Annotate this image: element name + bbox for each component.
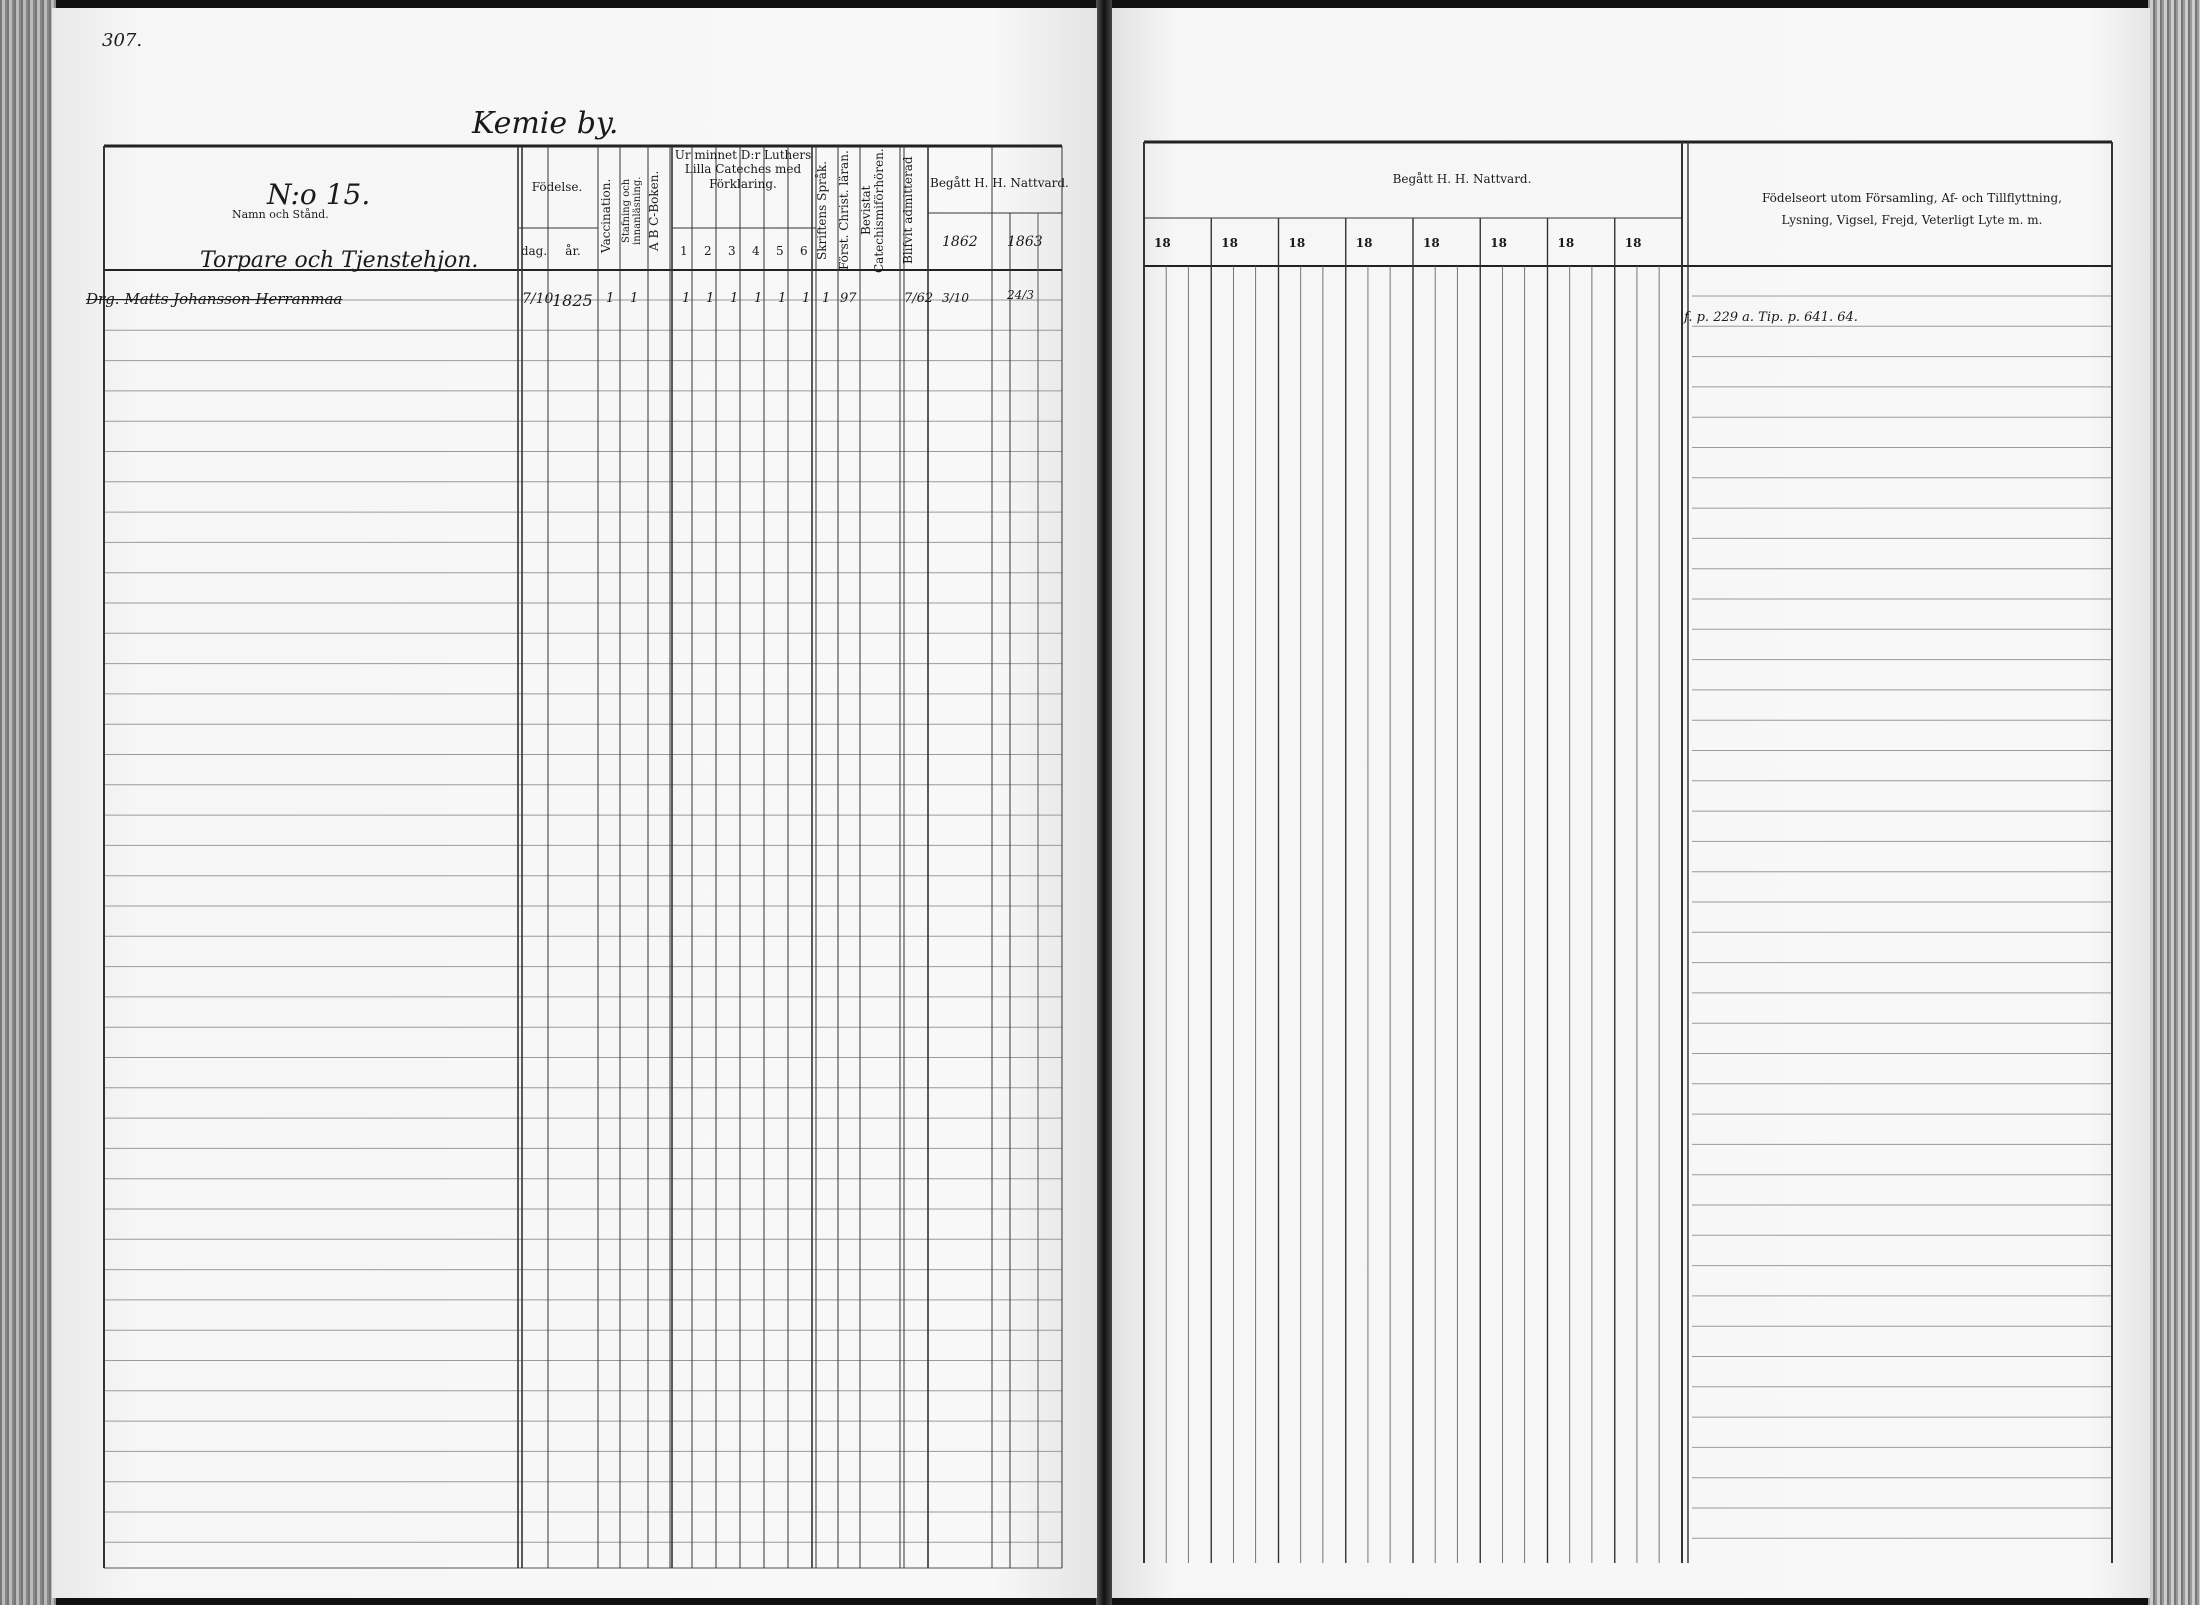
communion-year-column-1: 18 (1154, 236, 1171, 250)
communion-year-column-2: 18 (1221, 236, 1238, 250)
communion-year-column-8: 18 (1624, 236, 1642, 250)
scripture-header: Skriftens Språk. (815, 161, 829, 261)
book-edge-left (0, 0, 56, 1605)
communion-year-column-6: 18 (1490, 236, 1507, 250)
place-heading: Kemie by. (472, 106, 619, 141)
book-gutter (1096, 0, 1112, 1605)
entry-christian-doctrine: 97 (840, 291, 857, 306)
catechism-part-2: 2 (704, 244, 712, 258)
communion-header-right: Begått H. H. Nattvard. (1392, 172, 1532, 186)
entry-notes: f. p. 229 a. Tip. p. 641. 64. (1684, 310, 1858, 325)
right-page (1112, 8, 2150, 1598)
admitted-header: Blifvit admitterad (901, 156, 915, 265)
communion-year-column-3: 18 (1288, 236, 1306, 250)
communion-year-1862: 1862 (942, 234, 978, 250)
communion-header-left: Begått H. H. Nattvard. (930, 176, 1069, 190)
name-header: Namn och Stånd. (232, 208, 329, 221)
birth-year-header: år. (565, 244, 581, 258)
birth-header: Födelse. (531, 180, 583, 194)
catechism-mark: 1 (754, 291, 763, 306)
entry-vaccination: 1 (606, 291, 615, 306)
catechism-mark: 1 (682, 291, 691, 306)
reading-header: Stafning och innanläsning. (621, 176, 643, 245)
book-edge-right (2148, 0, 2200, 1605)
entry-birth-day: 7/10 (522, 291, 554, 307)
communion-year-column-5: 18 (1423, 236, 1440, 250)
household-status: Torpare och Tjenstehjon. (200, 248, 479, 273)
catechism-mark: 1 (730, 291, 739, 306)
catechism-part-1: 1 (680, 244, 688, 258)
catechism-mark: 1 (706, 291, 715, 306)
catechism-part-6: 6 (800, 244, 808, 258)
catechism-part-3: 3 (728, 244, 736, 258)
catechism-hearing-header: Bevistat Catechismiförhören. (859, 148, 887, 273)
entry-communion-1863: 24/3 (1007, 288, 1034, 302)
entry-name: Drg. Matts Johansson Herranmaa (86, 290, 343, 308)
christian-doctrine-header: Först. Christ. läran. (837, 150, 851, 271)
communion-year-column-7: 18 (1557, 236, 1575, 250)
entry-birth-year: 1825 (552, 291, 593, 310)
entry-scripture: 1 (822, 291, 831, 306)
entry-communion-1862: 3/10 (942, 291, 969, 305)
communion-year-1863: 1863 (1007, 234, 1043, 250)
catechism-part-4: 4 (752, 244, 760, 258)
abc-header: A B C-Boken. (647, 170, 661, 251)
entry-admitted: 7/62 (904, 291, 934, 306)
catechism-part-5: 5 (776, 244, 784, 258)
notes-header: Födelseort utom Församling, Af- och Tillflyttning, Lysning, Vigsel, Frejd, Veterligt Lyte m. m. (1762, 191, 2062, 227)
page-number: 307. (102, 30, 143, 51)
catechism-mark: 1 (802, 291, 811, 306)
left-page (52, 8, 1097, 1598)
communion-year-column-4: 18 (1355, 236, 1373, 250)
entry-reading: 1 (630, 291, 639, 306)
birth-day-header: dag. (520, 244, 548, 258)
catechism-mark: 1 (778, 291, 787, 306)
household-number: N:o 15. (267, 178, 371, 211)
vaccination-header: Vaccination. (599, 178, 613, 253)
catechism-header: Ur minnet D:r Luthers Lilla Cateches med Förklaring. (674, 148, 812, 191)
